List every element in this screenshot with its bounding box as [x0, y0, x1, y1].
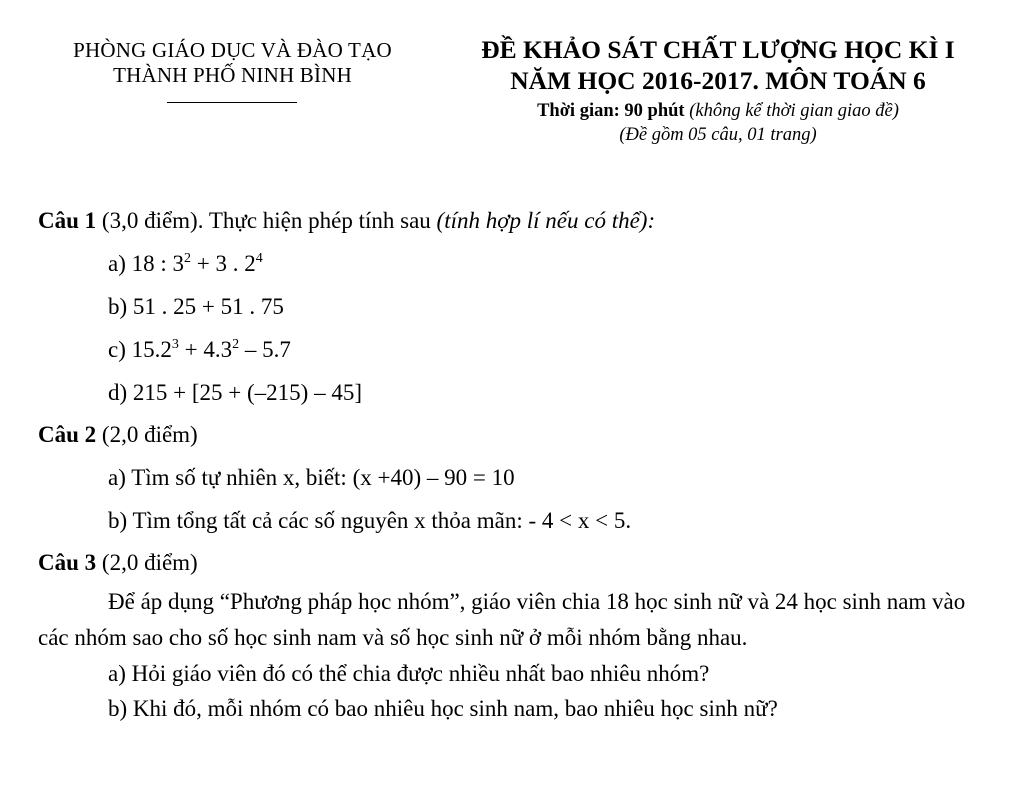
question-3a: a) Hỏi giáo viên đó có thể chia được nhiều nhất bao nhiêu nhóm?	[108, 661, 710, 686]
question-1d: d) 215 + [25 + (–215) – 45]	[108, 380, 362, 405]
q1a-text: a) 18 : 3	[108, 251, 185, 276]
question-1-instruction: Thực hiện phép tính sau	[208, 208, 431, 233]
question-1-heading	[38, 200, 993, 242]
question-1-label: Câu 1	[38, 208, 97, 233]
q1a-exp1: 2	[184, 251, 192, 266]
question-2-points: (2,0 điểm)	[101, 422, 198, 447]
q1c-exp2: 2	[232, 337, 240, 352]
question-3-heading	[38, 542, 993, 584]
question-1-hint: (tính hợp lí nếu có thể):	[436, 208, 656, 233]
question-1a	[38, 242, 993, 285]
time-note: (không kể thời gian giao đề)	[689, 101, 899, 121]
question-2-label: Câu 2	[38, 422, 97, 447]
question-3-points: (2,0 điểm)	[101, 550, 198, 575]
issuing-office	[40, 38, 425, 88]
question-3-text: Để áp dụng “Phương pháp học nhóm”, giáo viên chia 18 học sinh nữ và 24 học sinh nam vào các nhóm sao cho số học sinh nam và số học sinh nữ ở mỗi nhóm bằng nhau.	[38, 589, 966, 650]
exam-header	[438, 34, 998, 147]
office-line-2: THÀNH PHỐ NINH BÌNH	[113, 63, 352, 87]
question-3b: b) Khi đó, mỗi nhóm có bao nhiêu học sinh nam, bao nhiêu học sinh nữ?	[108, 696, 778, 721]
q1a-text-2: + 3 . 2	[191, 251, 256, 276]
q1c-exp1: 3	[171, 337, 179, 352]
exam-title-line-1: ĐỀ KHẢO SÁT CHẤT LƯỢNG HỌC KÌ I	[481, 35, 955, 64]
question-2a: a) Tìm số tự nhiên x, biết: (x +40) – 90 = 10	[108, 465, 515, 490]
office-line-1: PHÒNG GIÁO DỤC VÀ ĐÀO TẠO	[73, 38, 392, 62]
exam-title-line-2: NĂM HỌC 2016-2017. MÔN TOÁN 6	[510, 66, 926, 95]
office-underline	[167, 102, 297, 103]
q1c-text-2: + 4.3	[178, 337, 233, 362]
question-3-label: Câu 3	[38, 550, 97, 575]
question-1-points: (3,0 điểm).	[101, 208, 204, 233]
question-1b: b) 51 . 25 + 51 . 75	[108, 294, 284, 319]
q1a-exp2: 4	[255, 251, 263, 266]
q1c-text: c) 15.2	[108, 337, 172, 362]
q1c-text-3: – 5.7	[239, 337, 291, 362]
exam-time	[438, 99, 998, 123]
pages-note: (Đề gồm 05 câu, 01 trang)	[619, 125, 817, 145]
question-2-heading	[38, 414, 993, 456]
time-label: Thời gian: 90 phút	[537, 101, 685, 121]
question-1c	[38, 328, 993, 371]
exam-body	[38, 200, 993, 726]
question-2b: b) Tìm tổng tất cả các số nguyên x thỏa mãn: - 4 < x < 5.	[108, 508, 632, 533]
